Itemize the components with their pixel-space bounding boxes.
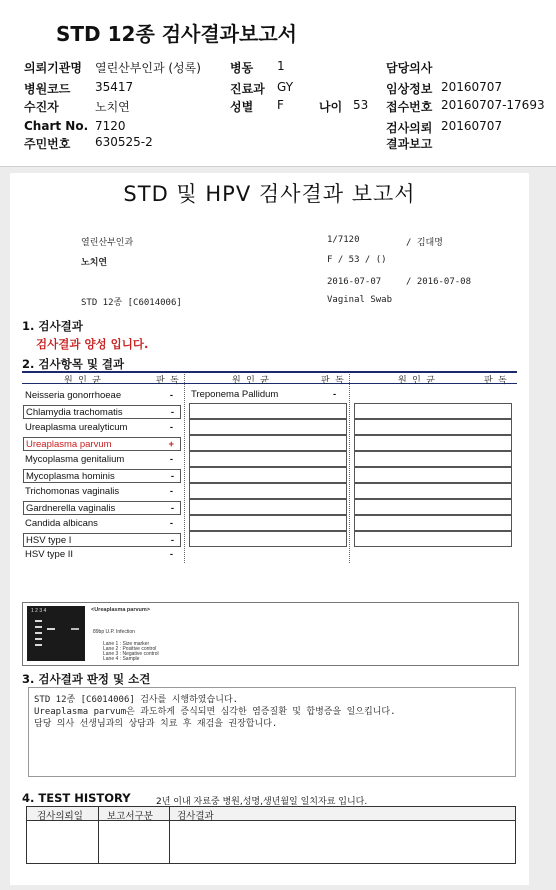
organism-row — [23, 453, 179, 466]
doctor-label: 담당의사 — [386, 61, 433, 75]
organism-name: Neisseria gonorrhoeae — [25, 390, 122, 401]
empty-result-box — [189, 467, 347, 483]
organism-row — [23, 517, 179, 530]
dept-value: GY — [277, 80, 294, 94]
organism-row — [23, 389, 179, 402]
age-value: 53 — [353, 98, 369, 112]
opinion-line-1: STD 12종 [C6014006] 검사를 시행하였습니다. — [34, 695, 239, 705]
col2-organism-judge: - — [333, 389, 337, 400]
report-header — [0, 0, 556, 167]
ward-label: 병동 — [230, 61, 254, 75]
report-date-reported: / 2016-07-08 — [406, 277, 472, 287]
empty-result-box — [189, 483, 347, 499]
report-test-code: STD 12종 [C6014006] — [81, 298, 182, 308]
rrn-label: 주민번호 — [24, 137, 71, 151]
ward-value: 1 — [277, 59, 285, 73]
report-specimen: Vaginal Swab — [327, 295, 393, 305]
empty-result-box — [354, 419, 512, 435]
empty-result-box — [189, 451, 347, 467]
empty-result-box — [354, 531, 512, 547]
report-date-collected: 2016-07-07 — [327, 277, 382, 287]
organism-name: Ureaplasma urealyticum — [25, 422, 128, 433]
history-col-result: 검사결과 — [177, 811, 214, 822]
gel-bp: 89bp U.P. Infection — [93, 629, 135, 635]
empty-result-box — [189, 515, 347, 531]
organism-name: HSV type II — [25, 549, 74, 560]
empty-result-box — [354, 499, 512, 515]
report-label: 결과보고 — [386, 137, 433, 151]
organism-judge: - — [169, 486, 173, 497]
organism-name: Gardnerella vaginalis — [26, 503, 116, 514]
organism-judge: - — [169, 549, 173, 560]
patient-label: 수진자 — [24, 100, 59, 114]
column-divider-2 — [349, 374, 350, 563]
organism-row — [23, 437, 181, 451]
section-2-title: 2. 검사항목 및 결과 — [22, 357, 125, 371]
organism-judge: - — [169, 390, 173, 401]
opinion-line-2: Ureaplasma parvum은 과도하게 증식되면 심각한 염증질환 및 합병증을 일으킵니다. — [34, 707, 396, 717]
organism-name: Candida albicans — [25, 518, 98, 529]
col1-judge-header: 판 독 — [156, 376, 179, 386]
empty-result-box — [354, 483, 512, 499]
gel-legend-1: Lane 1 : Size marker — [103, 641, 150, 647]
organism-judge: - — [169, 422, 173, 433]
organism-judge: - — [169, 518, 173, 529]
gel-image-panel — [22, 602, 519, 666]
history-col-report-type: 보고서구분 — [107, 811, 153, 822]
organism-row — [23, 421, 179, 434]
section-4-title: 4. TEST HISTORY — [22, 791, 131, 805]
empty-result-box — [189, 419, 347, 435]
empty-result-box — [189, 531, 347, 547]
empty-result-box — [354, 435, 512, 451]
organism-name: Mycoplasma genitalium — [25, 454, 125, 465]
organism-judge: + — [168, 439, 174, 450]
receipt-value: 20160707-17693 — [441, 98, 545, 112]
gel-lane-numbers: 1 2 3 4 — [31, 608, 47, 614]
dept-label: 진료과 — [230, 82, 265, 96]
gel-electrophoresis-image — [27, 606, 85, 661]
organism-judge: - — [170, 535, 174, 546]
organism-judge: - — [170, 471, 174, 482]
gel-label: <Ureaplasma parvum> — [91, 607, 151, 613]
organism-name: Chlamydia trachomatis — [26, 407, 123, 418]
empty-result-box — [354, 467, 512, 483]
receipt-label: 접수번호 — [386, 100, 433, 114]
organism-judge: - — [169, 454, 173, 465]
organism-row — [23, 501, 181, 515]
code-value: 35417 — [95, 80, 134, 94]
organism-row — [23, 533, 181, 547]
empty-result-box — [354, 451, 512, 467]
opinion-line-3: 담당 의사 선생님과의 상담과 치료 후 재검을 권장합니다. — [34, 719, 278, 729]
organism-row — [23, 548, 179, 561]
report-doctor: / 김대명 — [406, 238, 443, 248]
chart-value: 7120 — [95, 119, 126, 133]
col2-organism-name: Treponema Pallidum — [191, 389, 279, 400]
organism-judge: - — [170, 503, 174, 514]
history-note: 2년 이내 자료중 병원,성명,생년월일 일치자료 입니다. — [156, 797, 368, 807]
gel-legend-2: Lane 2 : Positive control — [103, 646, 157, 652]
col3-judge-header: 판 독 — [484, 376, 507, 386]
result-positive: 검사결과 양성 입니다. — [36, 337, 149, 351]
code-label: 병원코드 — [24, 82, 71, 96]
age-label: 나이 — [319, 100, 343, 114]
sex-value: F — [277, 98, 284, 112]
empty-result-box — [354, 403, 512, 419]
gel-legend-3: Lane 3 : Negative control — [103, 651, 159, 657]
empty-result-box — [354, 515, 512, 531]
empty-result-box — [189, 499, 347, 515]
clinical-value: 20160707 — [441, 80, 503, 94]
test-history-table — [26, 806, 516, 864]
col2-pathogen-header: 원 인 균 — [232, 376, 269, 386]
history-col-request-date: 검사의뢰일 — [37, 811, 83, 822]
organism-row — [23, 485, 179, 498]
sex-label: 성별 — [230, 100, 254, 114]
clinical-label: 임상정보 — [386, 82, 433, 96]
patient-value: 노치연 — [95, 100, 130, 114]
header-title: STD 12종 검사결과보고서 — [56, 22, 297, 46]
request-label: 검사의뢰 — [386, 121, 433, 135]
request-value: 20160707 — [441, 119, 503, 133]
organism-judge: - — [170, 407, 174, 418]
col2-judge-header: 판 독 — [321, 376, 344, 386]
chart-label: Chart No. — [24, 119, 89, 133]
empty-result-box — [189, 435, 347, 451]
history-header-row — [27, 807, 515, 821]
organism-name: HSV type I — [26, 535, 72, 546]
hospital-value: 열린산부인과 (성록) — [95, 61, 201, 75]
gel-legend-4: Lane 4 : Sample — [103, 656, 140, 662]
column-divider-1 — [184, 374, 185, 563]
report-title: STD 및 HPV 검사결과 보고서 — [123, 182, 416, 206]
empty-result-box — [189, 403, 347, 419]
report-patient: 노치연 — [81, 258, 108, 268]
section-1-title: 1. 검사결과 — [22, 319, 83, 333]
col3-pathogen-header: 원 인 균 — [398, 376, 435, 386]
col1-pathogen-header: 원 인 균 — [64, 376, 101, 386]
organism-name: Trichomonas vaginalis — [25, 486, 120, 497]
report-chart: 1/7120 — [327, 235, 360, 245]
opinion-box — [28, 687, 516, 777]
report-page — [10, 173, 529, 885]
report-sex-age: F / 53 / () — [327, 255, 387, 265]
organism-name: Mycoplasma hominis — [26, 471, 115, 482]
section-3-title: 3. 검사결과 판정 및 소견 — [22, 672, 151, 686]
rrn-value: 630525-2 — [95, 135, 153, 149]
hospital-label: 의뢰기관명 — [24, 61, 82, 75]
organism-row — [23, 405, 181, 419]
report-hospital: 열린산부인과 — [81, 238, 134, 248]
organism-name: Ureaplasma parvum — [26, 439, 112, 450]
organism-row — [23, 469, 181, 483]
